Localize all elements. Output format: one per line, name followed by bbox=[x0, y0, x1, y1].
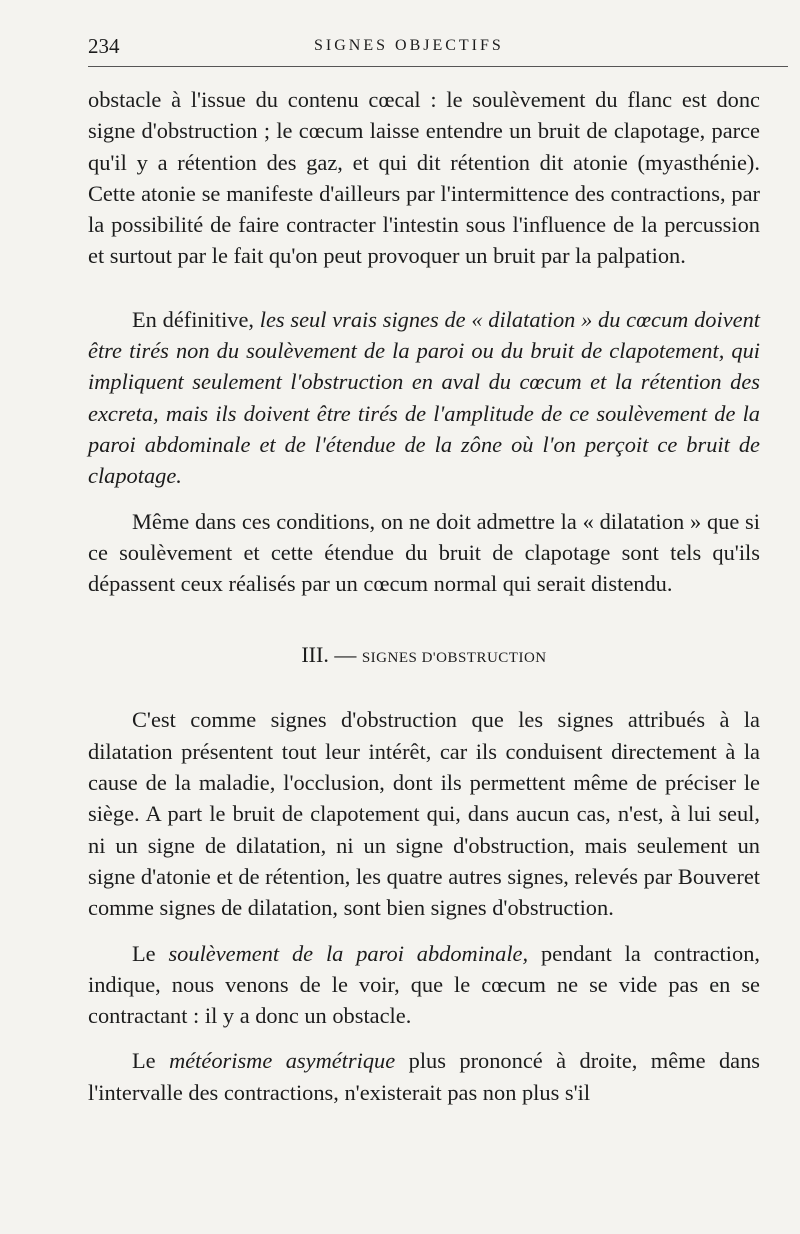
italic-text: les seul vrais signes de « dilatation » du cœcum doivent être tirés non du soulèvement de la paroi ou du bruit de clapotement, qui impliquent seulement l'obstruction en aval du cœcum et la rétention des excreta, mais ils doivent être tirés de l'amplitude de ce soulèvement de la paroi abdominale et de l'étendue de la zône où l'on perçoit ce bruit de clapotage. bbox=[88, 306, 760, 489]
italic-text: soulèvement de la paroi abdominale, bbox=[168, 940, 529, 966]
section-heading bbox=[88, 639, 760, 674]
paragraph: obstacle à l'issue du contenu cœcal : le soulèvement du flanc est donc signe d'obstruction ; le cœcum laisse entendre un bruit de clapotage, parce qu'il y a rétention des gaz, et qui dit rétention dit atonie (myasthénie). Cette atonie se manifeste d'ailleurs par l'intermittence des contractions, par la possibilité de faire contracter l'intestin sous l'influence de la percussion et surtout par le fait qu'on peut provoquer un bruit par la palpation. bbox=[88, 87, 760, 269]
page-header bbox=[88, 28, 788, 64]
section-dash: — bbox=[334, 642, 357, 668]
header-rule bbox=[88, 66, 788, 67]
page-body bbox=[88, 84, 760, 1108]
paragraph: Même dans ces conditions, on ne doit admettre la « dilatation » que si ce soulèvement et cette étendue du bruit de clapotage sont tels qu'ils dépassent ceux réalisés par un cœcum normal qui serait distendu. bbox=[88, 508, 760, 597]
running-title: SIGNES OBJECTIFS bbox=[314, 37, 504, 54]
section-numeral: III. bbox=[301, 642, 329, 668]
section-title: SIGNES D'OBSTRUCTION bbox=[361, 650, 547, 667]
paragraph: En définitive, les seul vrais signes de « dilatation » du cœcum doivent être tirés non du soulèvement de la paroi ou du bruit de clapotement, qui impliquent seulement l'obstruction en aval du cœcum et la rétention des excreta, mais ils doivent être tirés de l'amplitude de ce soulèvement de la paroi abdominale et de l'étendue de la zône où l'on perçoit ce bruit de clapotage. bbox=[88, 306, 760, 489]
paragraph: C'est comme signes d'obstruction que les signes attribués à la dilatation présentent tout leur intérêt, car ils conduisent directement à la cause de la maladie, l'occlusion, dont ils permettent même de préciser le siège. A part le bruit de clapotement qui, dans aucun cas, n'est, à lui seul, ni un signe de dilatation, ni un signe d'obstruction, mais seulement un signe d'atonie et de rétention, les quatre autres signes, relevés par Bouveret comme signes de dilatation, sont bien signes d'obstruction. bbox=[88, 707, 760, 921]
paragraph: Le météorisme asymétrique plus prononcé à droite, même dans l'intervalle des contractions, n'existerait pas non plus s'il bbox=[88, 1048, 760, 1105]
paragraph: Le soulèvement de la paroi abdominale, pendant la contraction, indique, nous venons de le voir, que le cœcum ne se vide pas en se contractant : il y a donc un obstacle. bbox=[88, 940, 760, 1029]
page-number: 234 bbox=[88, 34, 120, 58]
italic-text: météorisme asymétrique bbox=[169, 1048, 396, 1074]
